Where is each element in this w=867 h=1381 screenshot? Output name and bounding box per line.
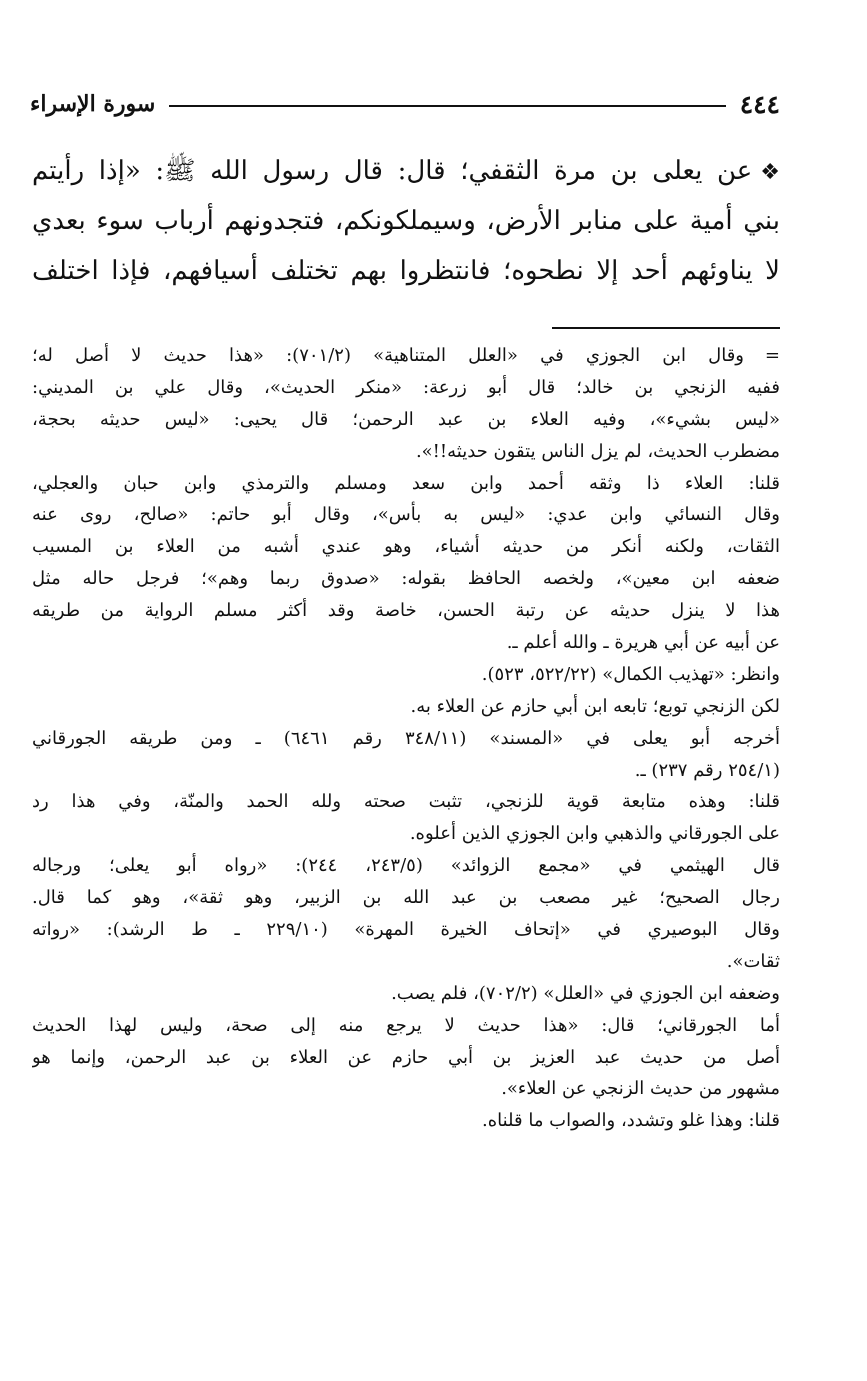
footnote-line [32, 340, 780, 372]
header-rule [169, 105, 725, 107]
page-number: ٤٤٤ [739, 89, 780, 119]
footnote-line: ضعفه ابن معين»، ولخصه الحافظ بقوله: «صدوق ربما وهم»؛ فرجل حاله مثل [32, 568, 780, 590]
footnote-line: ففيه الزنجي بن خالد؛ قال أبو زرعة: «منكر الحديث»، وقال علي بن المديني: [32, 376, 780, 398]
footnote-rule [552, 327, 780, 329]
footnote-line: لكن الزنجي توبع؛ تابعه ابن أبي حازم عن العلاء به. [410, 695, 780, 717]
footnote-line: وضعفه ابن الجوزي في «العلل» (٧٠٢/٢)، فلم يصب. [391, 982, 780, 1004]
footnote-line: وقال النسائي وابن عدي: «ليس به بأس»، وقال أبو حاتم: «صالح، روى عنه [32, 504, 780, 526]
footnote-line: (٢٥٤/١ رقم ٢٣٧) ـ. [634, 759, 780, 781]
main-line: لا يناوئهم أحد إلا نطحوه؛ فانتظروا بهم تختلف أسيافهم، فإذا اختلف [32, 256, 780, 286]
footnote-line: هذا لا ينزل حديثه عن رتبة الحسن، خاصة وقد أكثر مسلم الرواية من طريقه [32, 600, 780, 622]
footnote-line: «ليس بشيء»، وفيه العلاء بن عبد الرحمن؛ قال يحيى: «ليس حديثه بحجة، [32, 408, 780, 430]
footnote-line: أخرجه أبو يعلى في «المسند» (٣٤٨/١١ رقم ٦٤٦١) ـ ومن طريقه الجورقاني [32, 727, 780, 749]
footnote-line-text: وقال ابن الجوزي في «العلل المتناهية» (٧٠١/٢): «هذا حديث لا أصل له؛ [32, 345, 744, 366]
footnote-line: ثقات». [726, 950, 780, 972]
footnote-line: الثقات، ولكنه أنكر من حديثه أشياء، وهو عندي أشبه من العلاء بن المسيب [32, 536, 780, 558]
page-header [30, 84, 780, 124]
footnote-line: قلنا: وهذا غلو وتشدد، والصواب ما قلناه. [481, 1110, 780, 1132]
surah-title: سورة الإسراء [30, 91, 156, 117]
diamond-icon: ❖ [760, 160, 780, 185]
footnote-line: وقال البوصيري في «إتحاف الخيرة المهرة» (٢٢٩/١٠ ـ ط الرشد): «رواته [32, 919, 780, 941]
footnote-line: قلنا: وهذه متابعة قوية للزنجي، تثبت صحته ولله الحمد والمنّة، وفي هذا رد [32, 791, 780, 813]
footnote-line: وانظر: «تهذيب الكمال» (٥٢٢/٢٢، ٥٢٣). [481, 663, 780, 685]
footnote-line: أما الجورقاني؛ قال: «هذا حديث لا يرجع منه إلى صحة، وليس لهذا الحديث [32, 1014, 780, 1036]
footnotes [32, 340, 780, 1137]
footnote-line: مضطرب الحديث، لم يزل الناس يتقون حديثه!!». [415, 440, 780, 462]
footnote-line: عن أبيه عن أبي هريرة ـ والله أعلم ـ. [506, 632, 780, 654]
footnote-line: مشهور من حديث الزنجي عن العلاء». [501, 1078, 780, 1100]
footnote-continuation-marker: = [764, 345, 780, 366]
main-line [32, 146, 780, 196]
footnote-line: قال الهيثمي في «مجمع الزوائد» (٢٤٣/٥، ٢٤٤): «رواه أبو يعلى؛ ورجاله [32, 855, 780, 877]
footnote-line: قلنا: العلاء ذا وثقه أحمد وابن سعد ومسلم والترمذي وابن حبان والعجلي، [32, 472, 780, 494]
main-text [32, 146, 780, 296]
main-line-text: عن يعلى بن مرة الثقفي؛ قال: قال رسول الله ﷺ: «إذا رأيتم [32, 156, 753, 186]
footnote-line: على الجورقاني والذهبي وابن الجوزي الذين أعلوه. [409, 823, 780, 845]
footnote-line: رجال الصحيح؛ غير مصعب بن عبد الله بن الزبير، وهو ثقة»، وهو كما قال. [32, 887, 780, 909]
footnote-line: أصل من حديث عبد العزيز بن أبي حازم عن العلاء بن عبد الرحمن، وإنما هو [32, 1046, 780, 1068]
main-line: بني أمية على منابر الأرض، وسيملكونكم، فتجدونهم أرباب سوء بعدي [32, 206, 780, 236]
